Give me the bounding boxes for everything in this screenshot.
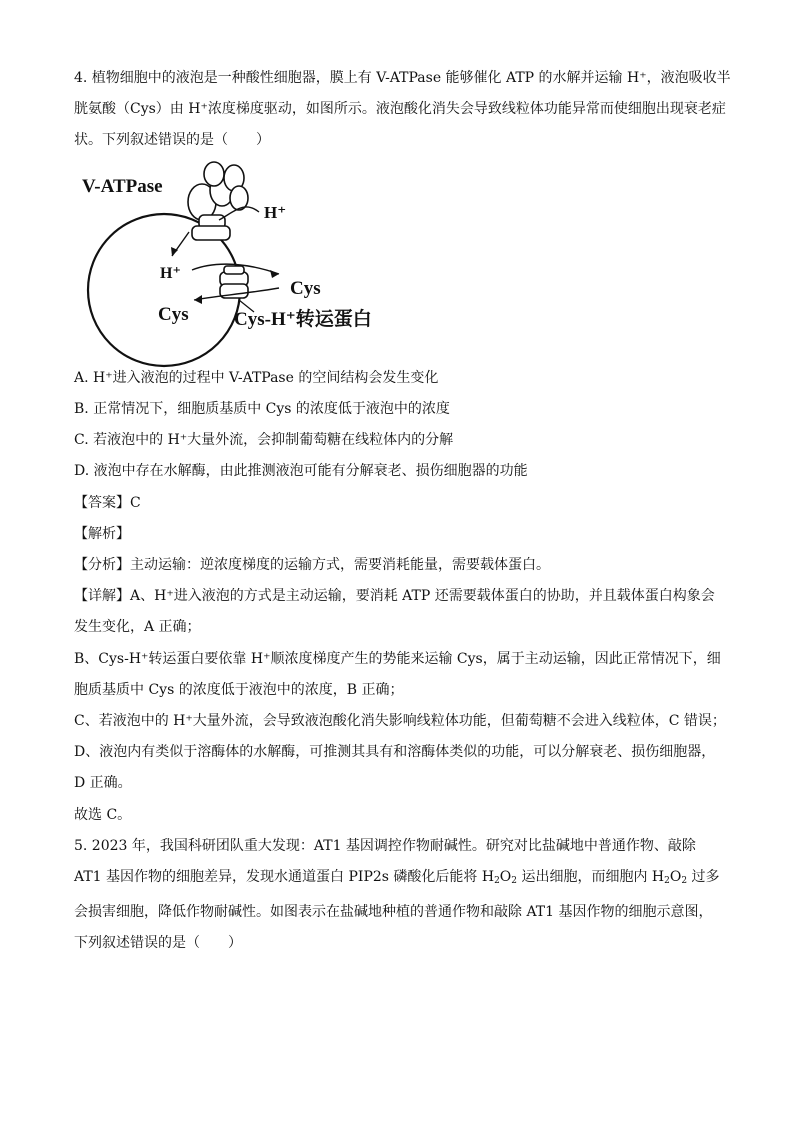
label-transporter: Cys-H⁺转运蛋白 bbox=[234, 309, 372, 330]
label-v-atpase: V-ATPase bbox=[82, 176, 163, 197]
analysis-detail-a: 【详解】A、H⁺进入液泡的方式是主动运输，要消耗 ATP 还需要载体蛋白的协助，并且载体蛋白构象会发生变化，A 正确； bbox=[74, 588, 715, 635]
v-atpase-complex bbox=[188, 162, 248, 240]
answer-value: C bbox=[130, 495, 141, 511]
vacuole-diagram bbox=[74, 160, 404, 370]
option-a: A. H⁺进入液泡的过程中 V-ATPase 的空间结构会发生变化 bbox=[74, 370, 439, 386]
q5-stem: 5. 2023 年，我国科研团队重大发现：AT1 基因调控作物耐碱性。研究对比盐碱地中普通作物、敲除 AT1 基因作物的细胞差异，发现水通道蛋白 PIP2s 磷酸化后能将 $H_2O_2$ 运出细胞，而细胞内 $H_2O_2$ 过多会损害细胞，降低作物耐碱性。如图表示在盐碱地种植的普通作物和敲除 AT1 基因作物的细胞示意图，下列叙述错误的是（ ） bbox=[74, 838, 720, 951]
analysis-fenxi: 【分析】主动运输：逆浓度梯度的运输方式，需要消耗能量，需要载体蛋白。 bbox=[74, 557, 550, 573]
analysis-detail-b: B、Cys-H⁺转运蛋白要依靠 H⁺顺浓度梯度产生的势能来运输 Cys，属于主动运输，因此正常情况下，细胞质基质中 Cys 的浓度低于液泡中的浓度，B 正确； bbox=[74, 651, 721, 698]
conclusion: 故选 C。 bbox=[74, 807, 132, 823]
label-cys-outside: Cys bbox=[290, 278, 321, 299]
analysis-tag: 【解析】 bbox=[74, 526, 130, 542]
analysis-detail-d: D、液泡内有类似于溶酶体的水解酶，可推测其具有和溶酶体类似的功能，可以分解衰老、损伤细胞器，D 正确。 bbox=[74, 744, 716, 791]
answer-line bbox=[74, 493, 141, 513]
option-d: D. 液泡中存在水解酶，由此推测液泡可能有分解衰老、损伤细胞器的功能 bbox=[74, 463, 528, 479]
q4-stem-line3: 状。下列叙述错误的是（ ） bbox=[74, 132, 270, 148]
option-b: B. 正常情况下，细胞质基质中 Cys 的浓度低于液泡中的浓度 bbox=[74, 401, 450, 417]
label-h-inside: H⁺ bbox=[160, 265, 181, 282]
option-c: C. 若液泡中的 H⁺大量外流，会抑制葡萄糖在线粒体内的分解 bbox=[74, 432, 454, 448]
label-cys-inside: Cys bbox=[158, 304, 189, 325]
q4-stem-line2: 胱氨酸（Cys）由 H⁺浓度梯度驱动，如图所示。液泡酸化消失会导致线粒体功能异常而使细胞出现衰老症 bbox=[74, 101, 726, 117]
q4-stem-line1: 4. 植物细胞中的液泡是一种酸性细胞器，膜上有 V-ATPase 能够催化 ATP 的水解并运输 H⁺，液泡吸收半 bbox=[74, 70, 731, 86]
analysis-detail-c: C、若液泡中的 H⁺大量外流，会导致液泡酸化消失影响线粒体功能，但葡萄糖不会进入线粒体，C 错误； bbox=[74, 713, 726, 729]
answer-tag: 【答案】 bbox=[74, 495, 130, 511]
label-h-outside: H⁺ bbox=[264, 203, 287, 222]
